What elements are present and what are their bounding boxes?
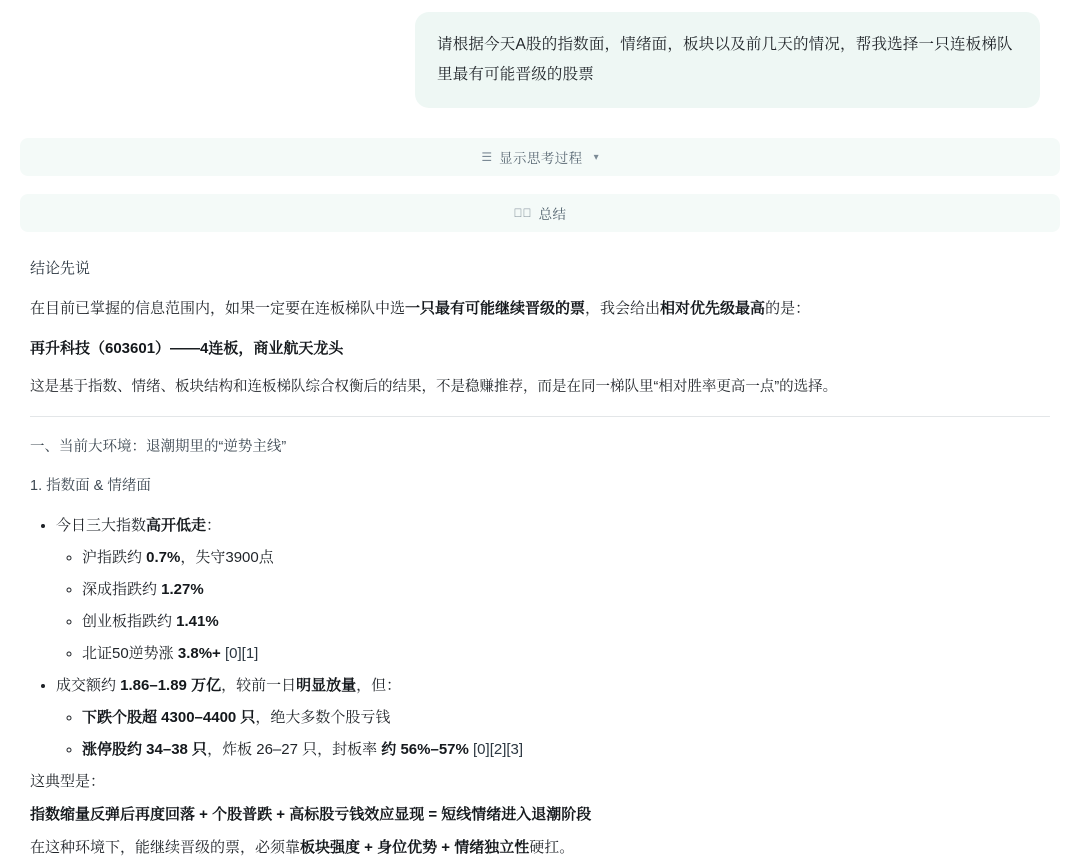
- gem-index-label: 创业板指跌约: [82, 613, 177, 631]
- sh-index-value: 0.7%: [146, 549, 181, 567]
- tail-final-bold: 板块强度 + 身位优势 + 情绪独立性: [300, 838, 530, 856]
- p1-emph-1: 一只最有可能继续晋级的票: [405, 299, 586, 317]
- limitup-refs: [0][2][3]: [468, 741, 524, 759]
- list-item: [82, 547, 1050, 568]
- tail-final-b: 硬扛。: [529, 838, 575, 856]
- recommended-pick: [30, 338, 1050, 360]
- tail-conclusion-bold: 指数缩量反弹后再度回落 + 个股普跌 + 高标股亏钱效应显现 = 短线情绪进入退潮阶段: [30, 806, 592, 824]
- answer-lead: 结论先说: [30, 260, 91, 277]
- bullet-1-text-b: ：: [206, 517, 222, 535]
- bullet-1-text-a: 今日三大指数: [56, 517, 147, 535]
- bullet-1-bold: 高开低走: [146, 517, 207, 535]
- subsection-1-title: 1. 指数面 & 情绪面: [30, 478, 151, 495]
- check-circle-icon: ✓⃝: [513, 206, 532, 220]
- p1-part-c: ，我会给出: [585, 299, 661, 317]
- turnover-note-b: ，但：: [356, 677, 402, 695]
- list-item: [82, 611, 1050, 632]
- list-item: [82, 579, 1050, 600]
- tail-final-a: 在这种环境下，能继续晋级的票，必须靠: [30, 838, 301, 856]
- indices-sublist: [56, 547, 1050, 664]
- user-message-row: [0, 0, 1080, 108]
- breadth-sublist: [56, 707, 1050, 760]
- bj50-refs: [0][1]: [220, 645, 259, 663]
- gem-index-value: 1.41%: [176, 613, 219, 631]
- tail-intro: 这典型是：: [30, 773, 106, 791]
- decliners-value: 下跌个股超 4300–4400 只: [82, 709, 256, 727]
- brokenboard-note: ，炸板 26–27 只，封板率: [207, 741, 382, 759]
- list-item: [56, 675, 1050, 760]
- limitup-value: 涨停股约 34–38 只: [82, 741, 208, 759]
- list-item: [56, 515, 1050, 664]
- tail-final: [30, 837, 1050, 859]
- answer-tail: [30, 771, 1050, 858]
- list-icon: ☰: [481, 150, 493, 164]
- list-item: [82, 739, 1050, 760]
- answer-paragraph-1: [30, 298, 1050, 320]
- turnover-label: 成交额约: [56, 677, 121, 695]
- summary-label: 总结: [538, 207, 567, 222]
- sealrate-value: 约 56%–57%: [381, 741, 469, 759]
- turnover-note-a: ，较前一日: [221, 677, 297, 695]
- turnover-value: 1.86–1.89 万亿: [120, 677, 222, 695]
- sz-index-value: 1.27%: [161, 581, 204, 599]
- thinking-process-toggle[interactable]: [20, 138, 1060, 176]
- bj50-index-value: 3.8%+: [177, 645, 221, 663]
- thinking-process-label: 显示思考过程: [499, 151, 583, 166]
- tail-conclusion: [30, 804, 1050, 826]
- chevron-down-icon: ▾: [593, 151, 599, 163]
- sh-index-note: ，失守3900点: [180, 549, 274, 567]
- assistant-answer: [0, 232, 1080, 859]
- p1-part-e: 的是：: [765, 299, 811, 317]
- list-item: [82, 643, 1050, 664]
- bj50-index-label: 北证50逆势涨: [82, 645, 178, 663]
- indices-sentiment-list: [30, 515, 1050, 760]
- list-item: [82, 707, 1050, 728]
- answer-paragraph-2: 这是基于指数、情绪、板块结构和连板梯队综合权衡后的结果，不是稳赚推荐，而是在同一梯队里“相对胜率更高一点”的选择。: [30, 379, 838, 396]
- divider: [30, 416, 1050, 417]
- section-1-title: 一、当前大环境：退潮期里的“逆势主线”: [30, 439, 287, 456]
- sz-index-label: 深成指跌约: [82, 581, 162, 599]
- user-message-bubble: 请根据今天A股的指数面，情绪面，板块以及前几天的情况，帮我选择一只连板梯队里最有可能晋级的股票: [415, 12, 1040, 108]
- p1-part-a: 在目前已掌握的信息范围内，如果一定要在连板梯队中选: [30, 299, 406, 317]
- decliners-note: ，绝大多数个股亏钱: [255, 709, 391, 727]
- turnover-note-bold: 明显放量: [296, 677, 357, 695]
- recommended-pick-text: 再升科技（603601）——4连板，商业航天龙头: [30, 339, 344, 357]
- summary-section-header[interactable]: [20, 194, 1060, 232]
- p1-emph-2: 相对优先级最高: [660, 299, 766, 317]
- sh-index-label: 沪指跌约: [82, 549, 147, 567]
